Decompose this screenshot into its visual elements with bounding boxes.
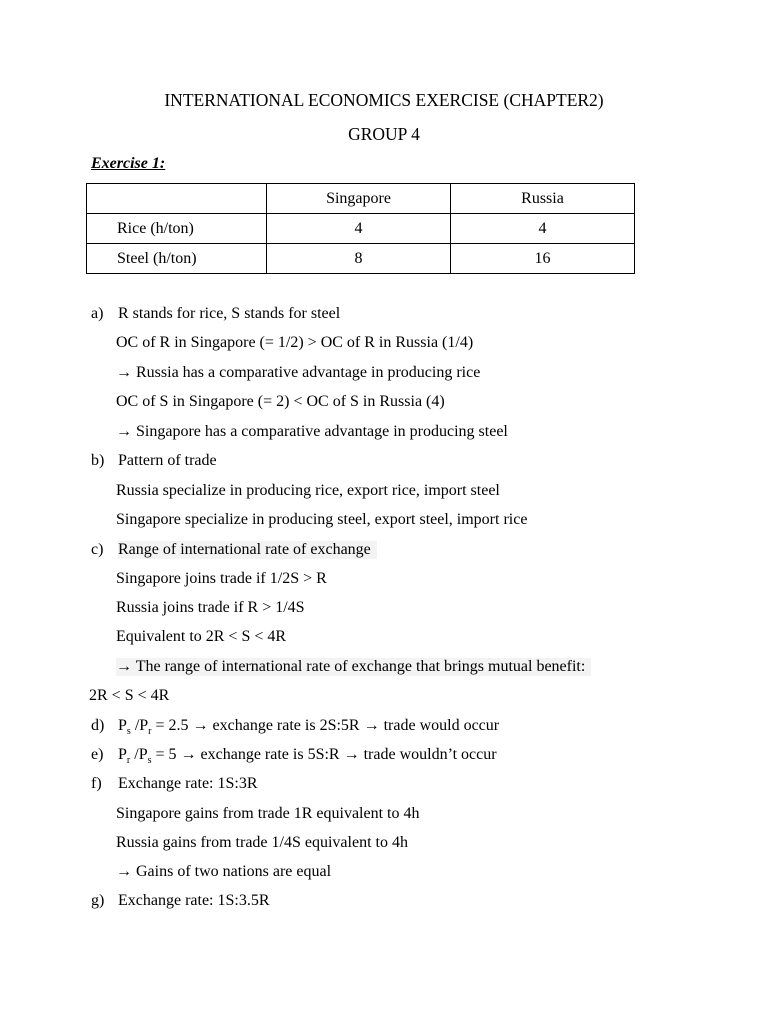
table-header-cell — [87, 184, 267, 214]
answer-line: Range of international rate of exchange — [118, 541, 377, 559]
document-title: INTERNATIONAL ECONOMICS EXERCISE (CHAPTER2) — [164, 90, 604, 110]
item-label-b: b) — [91, 452, 105, 469]
subscript: s — [147, 755, 152, 767]
answer-line: Equivalent to 2R < S < 4R — [116, 628, 287, 645]
table-cell: Steel (h/ton) — [87, 244, 267, 274]
table-header-cell: Russia — [451, 184, 635, 214]
answer-line: Exchange rate: 1S:3R — [118, 775, 258, 792]
table-header-row — [87, 184, 635, 214]
labor-requirements-table — [86, 183, 635, 274]
answer-line: → The range of international rate of exchange that brings mutual benefit: — [116, 658, 591, 676]
price-symbol: P — [118, 717, 127, 734]
table-row — [87, 244, 635, 274]
answer-line: Russia joins trade if R > 1/4S — [116, 599, 305, 616]
answer-line: R stands for rice, S stands for steel — [118, 305, 341, 322]
table-header-cell: Singapore — [267, 184, 451, 214]
table-cell: 8 — [267, 244, 451, 274]
answer-line: Singapore joins trade if 1/2S > R — [116, 570, 327, 587]
subscript: s — [126, 726, 131, 738]
item-label-g: g) — [91, 892, 105, 909]
text-fragment: = 2.5 → exchange rate is 2S:5R → trade would occur — [151, 717, 500, 734]
answer-line: Pattern of trade — [118, 452, 217, 469]
subscript: r — [126, 755, 131, 767]
table-row — [87, 214, 635, 244]
exercise-heading: Exercise 1: — [91, 155, 166, 172]
item-label-e: e) — [91, 746, 104, 763]
answer-line — [118, 746, 497, 766]
item-label-a: a) — [91, 305, 104, 322]
answer-line — [118, 717, 499, 737]
answer-line: → Singapore has a comparative advantage in producing steel — [116, 423, 508, 440]
answer-line: 2R < S < 4R — [89, 687, 170, 704]
table-cell: 4 — [451, 214, 635, 244]
text-fragment: /P — [130, 717, 149, 734]
answer-line: Russia gains from trade 1/4S equivalent to 4h — [116, 834, 408, 851]
price-symbol: P — [118, 746, 127, 763]
answer-line: Exchange rate: 1S:3.5R — [118, 892, 270, 909]
group-heading: GROUP 4 — [348, 124, 420, 144]
text-fragment: /P — [130, 746, 148, 763]
item-label-c: c) — [91, 541, 104, 558]
text-fragment: = 5 → exchange rate is 5S:R → trade wouldn’t occur — [151, 746, 497, 763]
table-cell: 4 — [267, 214, 451, 244]
answer-line: → Gains of two nations are equal — [116, 863, 332, 880]
item-label-d: d) — [91, 717, 105, 734]
table-cell: 16 — [451, 244, 635, 274]
answer-line: Singapore gains from trade 1R equivalent to 4h — [116, 805, 420, 822]
subscript: r — [148, 726, 152, 738]
answer-line: Singapore specialize in producing steel, export steel, import rice — [116, 511, 528, 528]
answer-line: OC of S in Singapore (= 2) < OC of S in Russia (4) — [116, 393, 445, 410]
item-label-f: f) — [91, 775, 102, 792]
answer-line: → Russia has a comparative advantage in producing rice — [116, 364, 481, 381]
answer-line: OC of R in Singapore (= 1/2) > OC of R in Russia (1/4) — [116, 334, 474, 351]
answer-line: Russia specialize in producing rice, export rice, import steel — [116, 482, 500, 499]
table-cell: Rice (h/ton) — [87, 214, 267, 244]
